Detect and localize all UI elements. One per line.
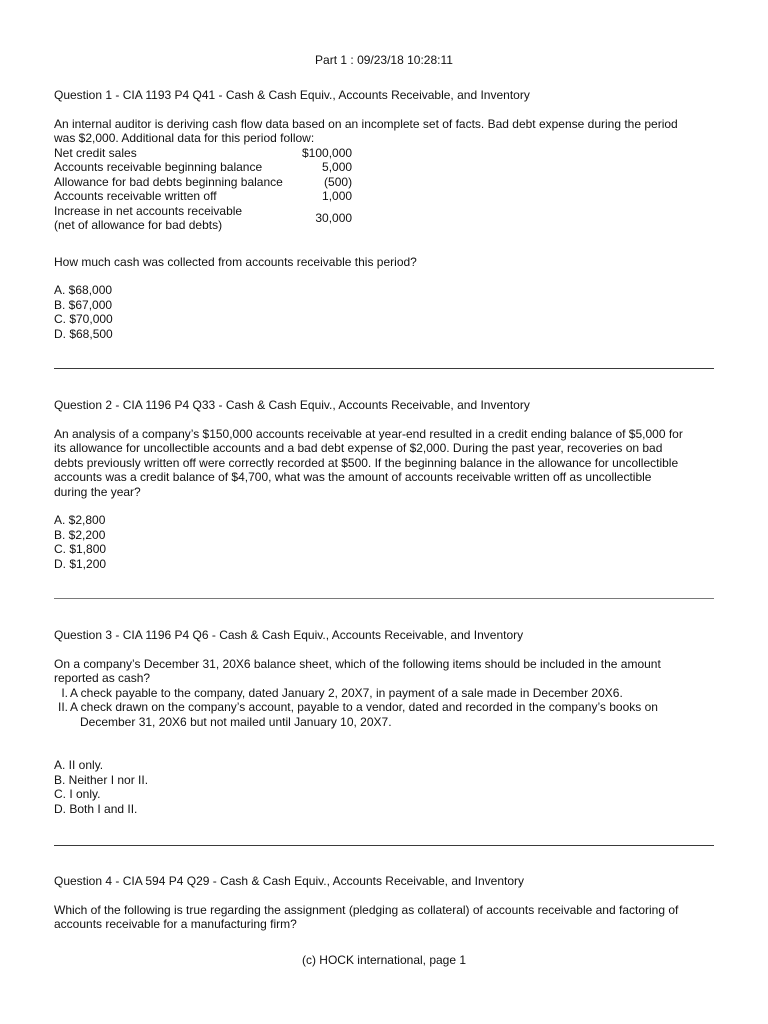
table-row <box>54 204 352 233</box>
question-4 <box>54 874 720 932</box>
list-item-number: I. <box>61 685 68 700</box>
question-text <box>54 903 720 932</box>
answer-option: D. Both I and II. <box>54 801 138 816</box>
question-text-line: was $2,000. Additional data for this period follow: <box>54 131 315 145</box>
answer-option: B. $67,000 <box>54 297 113 312</box>
roman-list <box>54 686 720 730</box>
question-text-line: Which of the following is true regarding the assignment (pledging as collateral) of accounts receivable and factoring of <box>54 902 679 917</box>
answer-option: A. $68,000 <box>54 283 113 297</box>
question-text-line: debts previously written off were correctly recorded at $500. If the beginning balance in the allowance for uncollectible <box>54 455 679 470</box>
table-label: Accounts receivable beginning balance <box>54 160 263 174</box>
list-item-text: December 31, 20X6 but not mailed until January 10, 20X7. <box>80 714 392 729</box>
answer-options <box>54 283 720 341</box>
question-text <box>54 657 720 686</box>
table-value: 5,000 <box>322 160 353 174</box>
page-footer: (c) HOCK international, page 1 <box>301 953 467 967</box>
question-1 <box>54 88 720 341</box>
question-title: Question 2 - CIA 1196 P4 Q33 - Cash & Cash Equiv., Accounts Receivable, and Inventory <box>54 398 530 412</box>
question-text <box>54 427 720 500</box>
list-item-number: II. <box>57 700 68 714</box>
section-divider <box>54 598 714 599</box>
table-row <box>54 146 352 161</box>
list-item <box>54 686 720 701</box>
answer-option: B. Neither I nor II. <box>54 772 149 787</box>
table-label-line: (net of allowance for bad debts) <box>54 218 223 232</box>
list-item-text: A check payable to the company, dated January 2, 20X7, in payment of a sale made in December 20X6. <box>70 685 623 700</box>
data-table <box>54 146 352 233</box>
list-item <box>54 700 720 729</box>
table-value: $100,000 <box>302 145 353 160</box>
answer-option: C. $1,800 <box>54 542 107 556</box>
question-text-line: On a company’s December 31, 20X6 balance sheet, which of the following items should be included in the amount <box>54 656 661 671</box>
question-title: Question 4 - CIA 594 P4 Q29 - Cash & Cash Equiv., Accounts Receivable, and Inventory <box>54 874 525 888</box>
answer-option: B. $2,200 <box>54 527 106 542</box>
question-text-line: reported as cash? <box>54 671 151 685</box>
question-text <box>54 117 720 146</box>
question-title: Question 1 - CIA 1193 P4 Q41 - Cash & Cash Equiv., Accounts Receivable, and Inventory <box>54 88 530 102</box>
table-label: Net credit sales <box>54 145 137 160</box>
answer-option: D. $68,500 <box>54 326 113 341</box>
answer-option: A. II only. <box>54 758 104 772</box>
table-label: Allowance for bad debts beginning balance <box>54 174 283 189</box>
section-divider <box>54 368 714 369</box>
table-label: Accounts receivable written off <box>54 189 217 203</box>
question-text-line: accounts receivable for a manufacturing firm? <box>54 917 297 931</box>
question-text-line: during the year? <box>54 484 141 499</box>
answer-option: A. $2,800 <box>54 513 106 527</box>
table-label <box>54 204 302 233</box>
table-value: 1,000 <box>322 189 353 203</box>
answer-option: C. I only. <box>54 787 101 801</box>
question-prompt: How much cash was collected from accounts receivable this period? <box>54 254 417 269</box>
question-2 <box>54 398 720 571</box>
question-text-line: its allowance for uncollectible accounts and a bad debt expense of $2,000. During the past year, recoveries on bad <box>54 441 663 455</box>
table-value: (500) <box>324 174 353 189</box>
answer-options <box>54 513 720 571</box>
table-row <box>54 175 352 190</box>
table-row <box>54 160 352 175</box>
answer-options <box>54 758 720 816</box>
section-divider <box>54 845 714 846</box>
question-text-line: An analysis of a company’s $150,000 accounts receivable at year-end resulted in a credit ending balance of $5,000 for <box>54 426 683 441</box>
table-label-line: Increase in net accounts receivable <box>54 203 243 218</box>
table-value: 30,000 <box>315 210 353 225</box>
table-row <box>54 189 352 204</box>
answer-option: D. $1,200 <box>54 556 107 571</box>
list-item-text: A check drawn on the company’s account, payable to a vendor, dated and recorded in the company’s books on <box>70 700 658 714</box>
question-text-line: accounts was a credit balance of $4,700, what was the amount of accounts receivable written off as uncollectible <box>54 470 652 484</box>
question-3 <box>54 628 720 816</box>
answer-option: C. $70,000 <box>54 312 113 326</box>
page-header: Part 1 : 09/23/18 10:28:11 <box>315 53 453 67</box>
question-text-line: An internal auditor is deriving cash flow data based on an incomplete set of facts. Bad debt expense during the period <box>54 116 678 131</box>
question-title: Question 3 - CIA 1196 P4 Q6 - Cash & Cash Equiv., Accounts Receivable, and Inventory <box>54 628 524 642</box>
